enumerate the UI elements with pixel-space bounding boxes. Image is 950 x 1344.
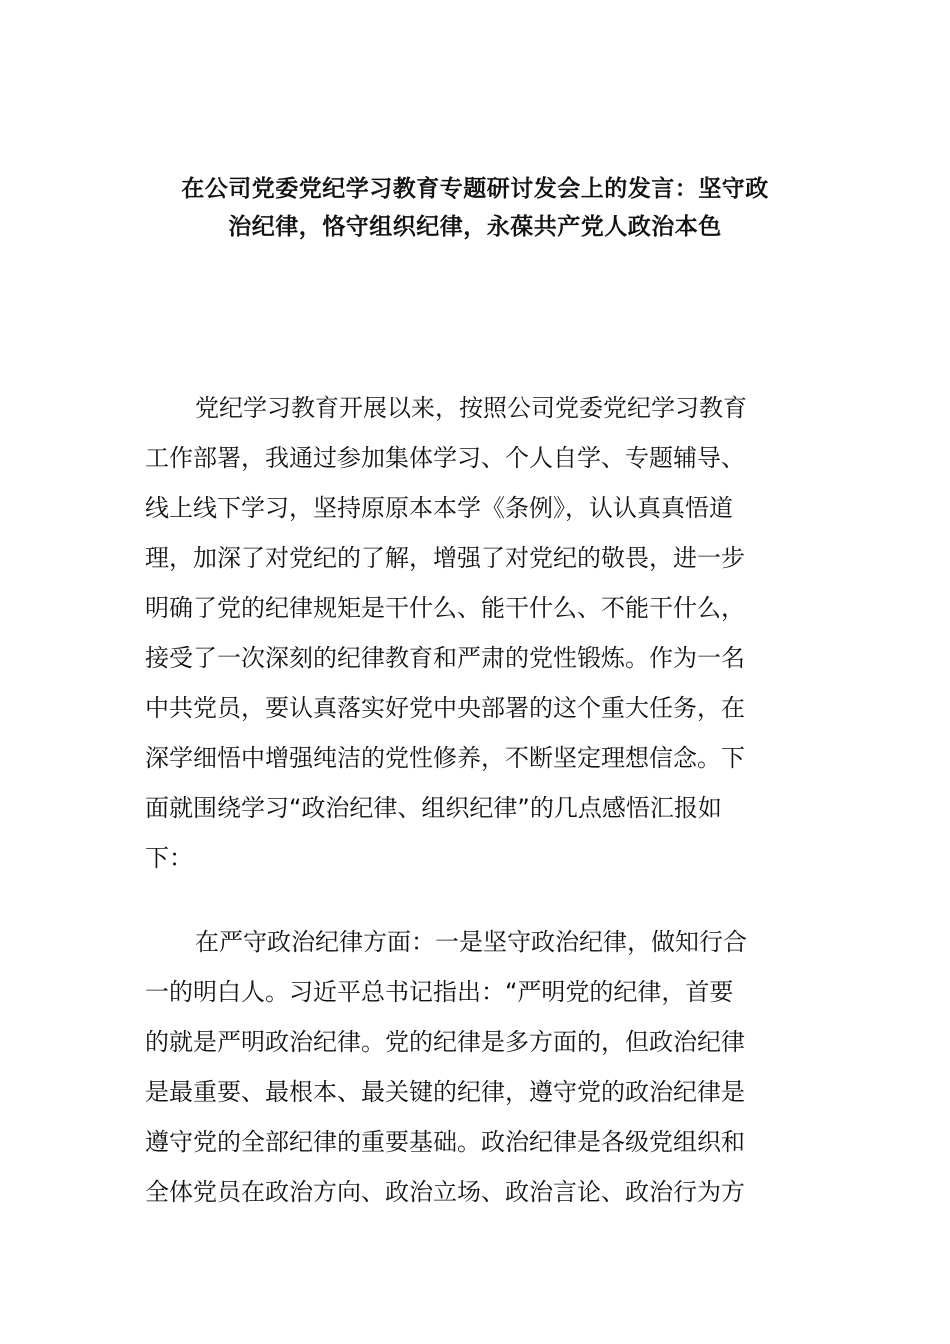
paragraph-line: 在严守政治纪律方面：一是坚守政治纪律，做知行合 <box>195 928 747 956</box>
paragraph-line: 工作部署，我通过参加集体学习、个人自学、专题辅导、 <box>145 444 745 472</box>
paragraph-line: 明确了党的纪律规矩是干什么、能干什么、不能干什么， <box>145 594 745 622</box>
document-title <box>140 170 810 246</box>
paragraph-political-discipline <box>145 917 795 1217</box>
paragraph-line: 是最重要、最根本、最关键的纪律，遵守党的政治纪律是 <box>145 1078 745 1106</box>
paragraph-line: 的就是严明政治纪律。党的纪律是多方面的，但政治纪律 <box>145 1028 745 1056</box>
title-line: 治纪律，恪守组织纪律，永葆共产党人政治本色 <box>228 214 722 240</box>
title-line: 在公司党委党纪学习教育专题研讨发会上的发言：坚守政 <box>181 176 769 202</box>
paragraph-line: 下： <box>145 844 193 872</box>
paragraph-line: 接受了一次深刻的纪律教育和严肃的党性锻炼。作为一名 <box>145 644 745 672</box>
paragraph-line: 一的明白人。习近平总书记指出：“严明党的纪律，首要 <box>145 978 734 1006</box>
paragraph-line: 中共党员，要认真落实好党中央部署的这个重大任务，在 <box>145 694 745 722</box>
paragraph-line: 深学细悟中增强纯洁的党性修养，不断坚定理想信念。下 <box>145 744 745 772</box>
paragraph-line: 线上线下学习，坚持原原本本学《条例》，认认真真悟道 <box>145 494 733 522</box>
paragraph-line: 理，加深了对党纪的了解，增强了对党纪的敬畏，进一步 <box>145 544 745 572</box>
paragraph-line: 党纪学习教育开展以来，按照公司党委党纪学习教育 <box>195 394 747 422</box>
paragraph-line: 全体党员在政治方向、政治立场、政治言论、政治行为方 <box>145 1178 745 1206</box>
paragraph-line: 遵守党的全部纪律的重要基础。政治纪律是各级党组织和 <box>145 1128 745 1156</box>
paragraph-line: 面就围绕学习“政治纪律、组织纪律”的几点感悟汇报如 <box>145 794 722 822</box>
paragraph-intro <box>145 383 795 883</box>
